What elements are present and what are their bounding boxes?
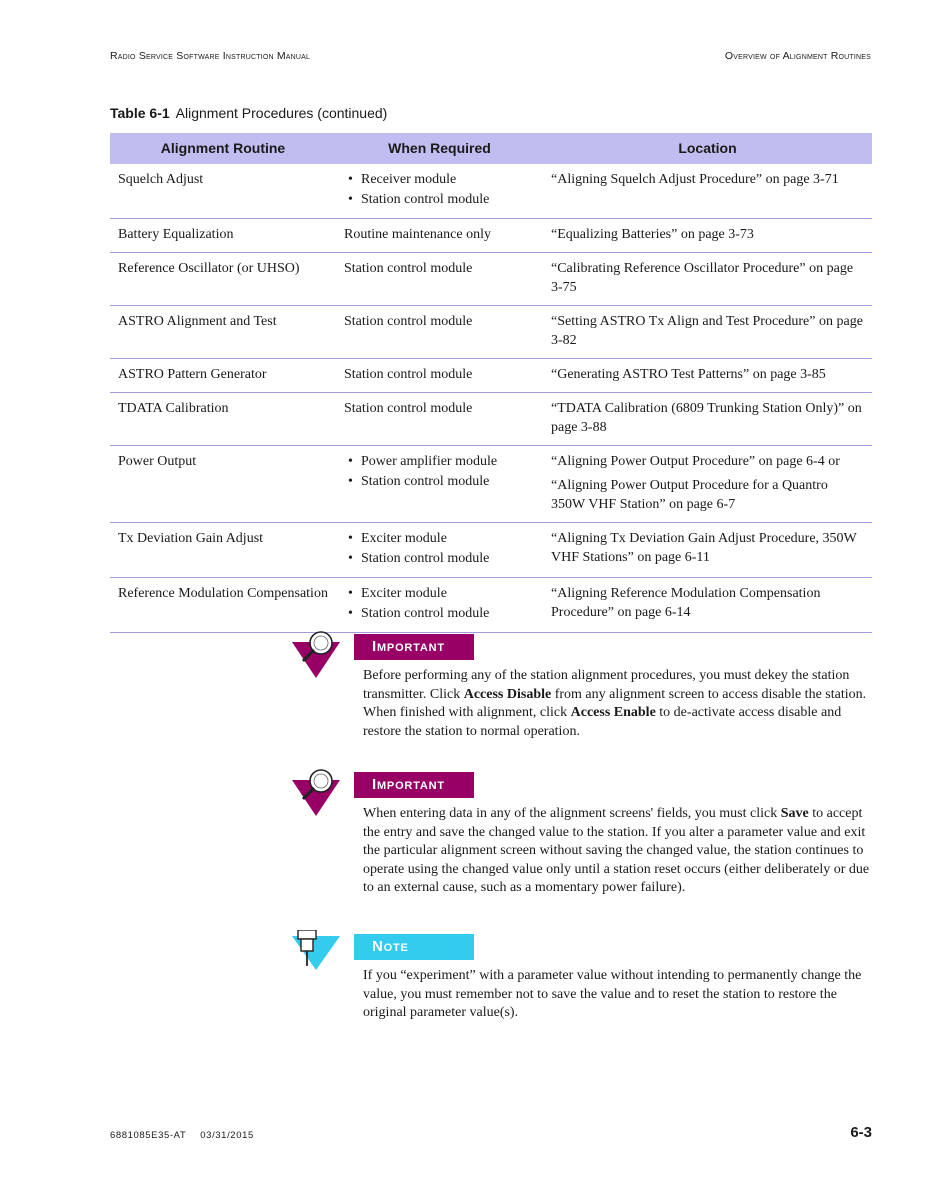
location-reference: “Aligning Squelch Adjust Procedure” on page 3-71	[551, 172, 839, 187]
routine-cell: TDATA Calibration	[110, 393, 336, 446]
required-item: • Exciter module	[344, 584, 535, 603]
location-cell	[543, 578, 872, 633]
notice-text: If you “experiment” with a parameter value without intending to permanently change the value, you must remember not to save the value and to reset the station to restore the original parameter value(s).	[363, 968, 862, 1020]
table-row	[110, 578, 872, 633]
location-reference: “Aligning Power Output Procedure” on page 6-4 or	[551, 454, 840, 469]
running-head-right: Overview of Alignment Routines	[724, 50, 871, 62]
location-cell	[543, 306, 872, 359]
location-reference: “Aligning Reference Modulation Compensation Procedure” on page 6-14	[551, 586, 821, 620]
table-row	[110, 393, 872, 446]
required-item: • Power amplifier module	[344, 452, 535, 471]
table-caption-number: Table 6-1	[110, 105, 170, 121]
routine-cell: Reference Oscillator (or UHSO)	[110, 253, 336, 306]
table-row	[110, 253, 872, 306]
location-reference: “Aligning Tx Deviation Gain Adjust Procedure, 350W VHF Stations” on page 6-11	[551, 531, 857, 565]
save-term: Save	[780, 806, 809, 821]
table-header-row	[110, 133, 872, 164]
required-cell: Routine maintenance only	[336, 219, 543, 253]
required-cell: Station control module	[336, 393, 543, 446]
magnifier-icon	[290, 768, 346, 816]
magnifier-icon	[290, 630, 346, 678]
important-label: Important	[354, 634, 474, 660]
location-reference: “TDATA Calibration (6809 Trunking Station Only)” on page 3-88	[551, 401, 862, 435]
required-item: • Station control module	[344, 190, 535, 209]
note-label: Note	[354, 934, 474, 960]
notice-text: When entering data in any of the alignment screens' fields, you must click Save to accept the entry and save the changed value to the station. If you alter a parameter value and exit the particular alignment screen without saving the changed value, the station continues to operate using the changed value only until a station reset occurs (either deliberately or due to an external cause, such as a momentary power failure).	[363, 806, 870, 895]
alignment-procedures-table	[110, 133, 872, 633]
required-cell: Station control module	[336, 359, 543, 393]
required-cell	[336, 523, 543, 578]
routine-cell: Battery Equalization	[110, 219, 336, 253]
required-item: • Station control module	[344, 549, 535, 568]
table-caption-title: Alignment Procedures (continued)	[175, 105, 388, 121]
access-disable-term: Access Disable	[463, 686, 552, 702]
table-row	[110, 164, 872, 219]
location-cell	[543, 359, 872, 393]
location-reference: “Aligning Power Output Procedure for a Quantro 350W VHF Station” on page 6-7	[551, 478, 828, 512]
required-cell	[336, 164, 543, 219]
routine-cell: ASTRO Alignment and Test	[110, 306, 336, 359]
required-cell	[336, 578, 543, 633]
table-row	[110, 219, 872, 253]
table-row	[110, 446, 872, 523]
column-header-when-required: When Required	[336, 133, 543, 164]
location-cell	[543, 446, 872, 523]
table-row	[110, 359, 872, 393]
required-item: • Station control module	[344, 472, 535, 491]
access-enable-term: Access Enable	[570, 705, 656, 720]
routine-cell: Squelch Adjust	[110, 164, 336, 219]
routine-cell: Reference Modulation Compensation	[110, 578, 336, 633]
table-caption	[110, 105, 387, 121]
footer-doc-number: 6881085E35-AT	[110, 1130, 187, 1141]
routine-cell: Tx Deviation Gain Adjust	[110, 523, 336, 578]
footer-doc-info	[110, 1130, 254, 1141]
required-cell: Station control module	[336, 253, 543, 306]
column-header-location: Location	[543, 133, 872, 164]
routine-cell: Power Output	[110, 446, 336, 523]
footer-date: 03/31/2015	[200, 1130, 254, 1141]
important-label: Important	[354, 772, 474, 798]
required-cell	[336, 446, 543, 523]
location-cell	[543, 393, 872, 446]
required-item: • Exciter module	[344, 529, 535, 548]
location-cell	[543, 219, 872, 253]
notice-text: Before performing any of the station alignment procedures, you must dekey the station transmitter. Click Access Disable from any alignment screen to access disable the station. When finished with alignment, click Access Enable to de-activate access disable and restore the station to normal operation.	[363, 668, 867, 739]
location-cell	[543, 523, 872, 578]
location-reference: “Generating ASTRO Test Patterns” on page 3-85	[551, 367, 826, 382]
column-header-routine: Alignment Routine	[110, 133, 336, 164]
required-item: • Station control module	[344, 604, 535, 623]
table-row	[110, 523, 872, 578]
pushpin-icon	[290, 930, 346, 978]
routine-cell: ASTRO Pattern Generator	[110, 359, 336, 393]
location-cell	[543, 164, 872, 219]
required-item: • Receiver module	[344, 170, 535, 189]
table-row	[110, 306, 872, 359]
page-number: 6-3	[850, 1124, 872, 1141]
location-reference: “Setting ASTRO Tx Align and Test Procedure” on page 3-82	[551, 314, 863, 348]
location-reference: “Equalizing Batteries” on page 3-73	[551, 227, 754, 242]
required-cell: Station control module	[336, 306, 543, 359]
running-head-left: Radio Service Software Instruction Manual	[110, 50, 311, 62]
location-reference: “Calibrating Reference Oscillator Procedure” on page 3-75	[551, 261, 854, 295]
location-cell	[543, 253, 872, 306]
